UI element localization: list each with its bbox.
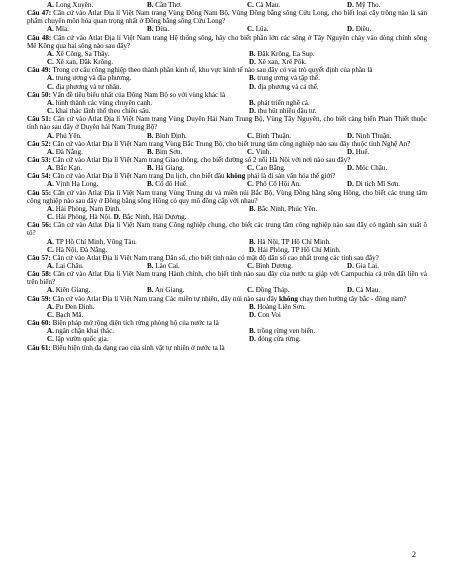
option-text: Hải Phòng, TP Hồ Chí Minh. bbox=[257, 245, 341, 254]
option-letter: B. bbox=[147, 262, 154, 270]
answer-option bbox=[27, 303, 227, 311]
option-text: Hà Nội, Đà Nẵng. bbox=[55, 245, 108, 254]
option-letter: C. bbox=[247, 180, 254, 189]
question-stem bbox=[27, 115, 427, 131]
option-letter: A. bbox=[47, 237, 54, 246]
question-text: Căn cứ vào Atlat Địa lí Việt Nam trang Hành chính, cho biết tỉnh nào sau đây của nước ta giáp với Campuchia cả trên đất liền và trên biển? bbox=[27, 270, 427, 287]
option-text: Đăk Krông, Ea Sup. bbox=[257, 49, 315, 58]
question-stem bbox=[27, 172, 427, 180]
option-letter: C. bbox=[247, 262, 254, 270]
option-text: phát triển nghề cá. bbox=[257, 98, 310, 107]
option-text: Bình Thuận. bbox=[255, 131, 292, 140]
option-letter: D. bbox=[347, 25, 354, 34]
answer-option bbox=[227, 74, 427, 82]
option-letter: A. bbox=[47, 302, 54, 311]
option-letter: D. bbox=[249, 58, 256, 67]
answer-option bbox=[27, 99, 227, 107]
answer-option bbox=[227, 83, 427, 91]
option-text: Phú Yên. bbox=[55, 131, 82, 140]
option-letter: C. bbox=[247, 147, 254, 156]
option-letter: D. bbox=[249, 245, 256, 254]
option-text: Kiên Giang. bbox=[55, 286, 91, 295]
option-letter: B. bbox=[249, 237, 256, 246]
answer-option bbox=[227, 25, 327, 33]
question-block bbox=[27, 295, 427, 319]
answer-option bbox=[227, 58, 427, 66]
option-letter: A. bbox=[47, 164, 54, 173]
option-letter: B. bbox=[147, 180, 154, 189]
option-text: Bắc Ninh, Phúc Yên. bbox=[257, 204, 318, 213]
answer-option bbox=[27, 58, 227, 66]
question-block bbox=[27, 115, 427, 139]
question-text: Căn cứ vào Atlat Địa lí Việt Nam trang Vùng Trung du và miền núi Bắc Bộ, Vùng Đồng bằng sông Hồng, cho biết các trung tâm công nghiệp nào sau đây ở Đồng bằng sông Hồng có quy mô đồng cấp với nhau? bbox=[27, 188, 427, 205]
option-text: Móc Châu. bbox=[355, 164, 388, 173]
option-text: Lai Châu. bbox=[55, 262, 84, 270]
option-letter: A. bbox=[47, 131, 54, 140]
option-text: địa phương và cá thể. bbox=[257, 82, 319, 91]
option-text: Gia Lai. bbox=[355, 262, 379, 270]
answer-option bbox=[27, 74, 227, 82]
answer-option bbox=[327, 132, 427, 140]
question-list bbox=[27, 1, 427, 352]
answer-options bbox=[27, 1, 427, 9]
answer-options bbox=[27, 50, 427, 66]
option-letter: C. bbox=[247, 25, 254, 34]
option-text: Cần Thơ. bbox=[155, 1, 182, 9]
option-letter: A. bbox=[47, 180, 54, 189]
option-text: địa phương và tư nhân. bbox=[55, 82, 122, 91]
question-text: Vấn đề tiêu biểu nhất của Đông Nam Bộ so với vùng khác là bbox=[52, 90, 226, 99]
option-text: Mỹ Tho. bbox=[355, 1, 381, 9]
answer-options bbox=[27, 74, 427, 90]
question-block bbox=[27, 221, 427, 254]
option-letter: C. bbox=[47, 245, 54, 254]
option-text: Pu Đen Đinh. bbox=[55, 302, 95, 311]
answer-option bbox=[227, 205, 427, 213]
option-text: Lúa. bbox=[255, 25, 269, 34]
option-text: Dừa. bbox=[155, 25, 170, 34]
option-letter: D. bbox=[347, 147, 354, 156]
answer-option bbox=[27, 262, 127, 270]
option-letter: B. bbox=[147, 25, 154, 34]
answer-option bbox=[227, 335, 427, 343]
question-number: Câu 56: bbox=[27, 221, 52, 230]
option-text: Phố Cổ Hội An. bbox=[255, 180, 302, 189]
answer-option bbox=[127, 164, 227, 172]
question-block bbox=[27, 156, 427, 172]
option-text: Đồng Tháp. bbox=[255, 286, 290, 295]
question-number: Câu 57: bbox=[27, 253, 51, 262]
option-text: Bạch Mã. bbox=[55, 310, 84, 319]
option-letter: B. bbox=[249, 98, 256, 107]
question-stem bbox=[27, 270, 427, 286]
option-letter: D. bbox=[347, 180, 354, 189]
question-text-continued: chạy theo hướng tây bắc - đông nam? bbox=[299, 294, 407, 303]
answer-option bbox=[27, 132, 127, 140]
option-letter: D. bbox=[347, 286, 354, 295]
option-letter: D. bbox=[347, 1, 354, 9]
question-block bbox=[27, 9, 427, 33]
answer-options bbox=[27, 262, 427, 270]
question-stem bbox=[27, 254, 427, 262]
option-letter: A. bbox=[47, 1, 54, 9]
answer-option bbox=[327, 148, 427, 156]
option-letter: D. bbox=[347, 164, 354, 173]
answer-option bbox=[227, 262, 327, 270]
answer-option bbox=[227, 180, 327, 188]
option-text: khai thác lãnh thổ theo chiều sâu. bbox=[55, 107, 151, 116]
question-number: Câu 58: bbox=[27, 270, 52, 279]
option-text: Vinh. bbox=[255, 147, 272, 156]
answer-option bbox=[227, 164, 327, 172]
option-text: Ninh Thuận. bbox=[355, 131, 392, 140]
question-text-continued: phải là di sản văn hóa thế giới? bbox=[247, 172, 336, 181]
question-stem bbox=[27, 344, 427, 352]
option-letter: C. bbox=[47, 310, 54, 319]
answer-option bbox=[227, 1, 327, 9]
answer-option bbox=[27, 246, 227, 254]
answer-option bbox=[27, 180, 127, 188]
answer-option bbox=[27, 238, 227, 246]
question-block bbox=[27, 270, 427, 294]
answer-option bbox=[227, 286, 327, 294]
option-text: Vịnh Hạ Long. bbox=[55, 180, 99, 189]
option-text: thu hút nhiều đầu tư. bbox=[257, 107, 317, 116]
question-text: Trong cơ cấu công nghiệp theo thành phần kinh tế, khu vực kinh tế nào sau đây có vai trò quyết định của phần là bbox=[52, 66, 373, 75]
answer-option bbox=[27, 83, 227, 91]
question-block bbox=[27, 254, 427, 270]
option-letter: C. bbox=[247, 131, 254, 140]
option-text: Bình Định. bbox=[155, 131, 187, 140]
answer-option bbox=[327, 1, 427, 9]
option-letter: A. bbox=[47, 204, 54, 213]
option-letter: B. bbox=[249, 49, 256, 58]
question-number: Câu 55: bbox=[27, 188, 52, 197]
answer-option bbox=[227, 246, 427, 254]
question-block bbox=[27, 344, 427, 352]
emphasis-word: không bbox=[279, 294, 298, 303]
answer-option bbox=[227, 148, 327, 156]
answer-option bbox=[127, 1, 227, 9]
question-text: Căn cứ vào Atlat Địa lí Việt Nam trang Công nghiệp chung, cho biết các trung tâm công nghiệp nào sau đây có ngành sản xuất ô tô? bbox=[27, 221, 427, 238]
answer-option bbox=[327, 286, 427, 294]
question-text: Căn cứ vào Atlat Địa lí Việt Nam trang Du lịch, cho biết đâu bbox=[52, 172, 225, 181]
option-letter: A. bbox=[47, 262, 54, 270]
answer-options bbox=[27, 238, 427, 254]
question-stem bbox=[27, 140, 427, 148]
answer-options bbox=[27, 286, 427, 294]
emphasis-word: không bbox=[226, 172, 246, 181]
option-text: đóng cửa rừng. bbox=[257, 335, 301, 344]
question-block bbox=[27, 34, 427, 67]
option-letter: D. bbox=[347, 131, 354, 140]
question-text: Biện pháp mở rộng diện tích rừng phòng hộ của nước ta là bbox=[52, 319, 219, 328]
option-letter: C. bbox=[47, 335, 54, 344]
option-text: Xê xan, Đăk Krông. bbox=[55, 58, 114, 67]
question-number: Câu 54: bbox=[27, 172, 51, 181]
question-stem bbox=[27, 66, 427, 74]
option-text: Huế. bbox=[355, 147, 370, 156]
option-text: Cao Bằng. bbox=[255, 164, 286, 173]
option-text: ngăn chặn khai thác. bbox=[55, 327, 114, 336]
option-text: Hải Phòng, Nam Định. bbox=[55, 204, 121, 213]
option-text: Cố đô Huế. bbox=[155, 180, 188, 189]
answer-option bbox=[227, 303, 427, 311]
option-letter: A. bbox=[47, 327, 54, 336]
question-text: Căn cứ vào Atlat Địa lí Việt Nam trang Giao thông, cho biết đường số 2 nối Hà Nội với nơi nào sau đây? bbox=[52, 155, 351, 164]
answer-option bbox=[227, 311, 427, 319]
question-block bbox=[27, 140, 427, 156]
option-text: trồng rừng ven biển. bbox=[257, 327, 316, 336]
answer-option bbox=[27, 311, 227, 319]
answer-option bbox=[27, 148, 127, 156]
option-text: Bắc Ninh, Hải Dương. bbox=[122, 213, 187, 222]
answer-option bbox=[27, 213, 427, 221]
answer-option bbox=[127, 132, 227, 140]
option-letter: C. bbox=[247, 286, 254, 295]
answer-option bbox=[227, 327, 427, 335]
answer-option bbox=[327, 262, 427, 270]
question-number: Câu 60: bbox=[27, 319, 51, 328]
option-text: Di tích Mĩ Sơn. bbox=[355, 180, 401, 189]
option-letter: B. bbox=[249, 327, 256, 336]
answer-option bbox=[127, 25, 227, 33]
option-text: hình thành các vùng chuyên canh. bbox=[55, 98, 153, 107]
option-text: Xê xan, Xrê Pôk. bbox=[257, 58, 307, 67]
option-text: Long Xuyên. bbox=[55, 1, 94, 9]
option-text: trung ương và địa phương. bbox=[55, 74, 132, 83]
answer-options bbox=[27, 327, 427, 343]
option-letter: A. bbox=[47, 147, 54, 156]
option-letter: B. bbox=[249, 204, 256, 213]
option-letter: C. bbox=[247, 164, 254, 173]
answer-option bbox=[127, 286, 227, 294]
answer-option bbox=[227, 50, 427, 58]
answer-options bbox=[27, 164, 427, 172]
option-letter: D. bbox=[249, 335, 256, 344]
answer-option bbox=[27, 107, 227, 115]
option-text: trung ương và tập thể. bbox=[257, 74, 320, 83]
question-number: Câu 48: bbox=[27, 33, 52, 42]
question-stem bbox=[27, 189, 427, 205]
question-number: Câu 47: bbox=[27, 9, 52, 18]
option-letter: C. bbox=[247, 1, 254, 9]
question-stem bbox=[27, 295, 427, 303]
answer-option bbox=[27, 327, 227, 335]
option-text: Hà Nội, TP Hồ Chí Minh. bbox=[257, 237, 331, 246]
option-text: Lào Cai. bbox=[155, 262, 180, 270]
question-text: Căn cứ vào Atlat Địa lí Việt Nam trang Hệ thống sông, hãy cho biết phần lớn các sông ở Tây Nguyên chảy vào dòng chính sông Mê Kông qua hai sông nào sau đây? bbox=[27, 33, 427, 50]
question-text: Căn cứ vào Atlat Địa lí Việt Nam trang Vùng Bắc Trung Bộ, cho biết trung tâm công nghiệp nào sau đây thuộc tỉnh Nghệ An? bbox=[52, 139, 411, 148]
option-letter: D. bbox=[249, 82, 256, 91]
question-text: Căn cứ vào Atlat Địa lí Việt Nam trang Dân số, cho biết tỉnh nào có mật độ dân số cao nhất trong các tỉnh sau đây? bbox=[52, 253, 379, 262]
answer-option bbox=[27, 50, 227, 58]
option-letter: C. bbox=[47, 107, 54, 116]
answer-option bbox=[27, 25, 127, 33]
answer-option bbox=[27, 335, 227, 343]
page-number: 2 bbox=[412, 550, 416, 559]
answer-option bbox=[327, 25, 427, 33]
option-text: Bình Dương. bbox=[255, 262, 293, 270]
question-text: Căn cứ vào Atlat Địa lí Việt Nam trang Vùng Duyên Hải Nam Trung Bộ, Vùng Tây Nguyên, cho biết càng biển Phan Thiết thuộc tỉnh nào sau đây ở Duyên hải Nam Trung Bộ? bbox=[27, 115, 427, 132]
question-block bbox=[27, 91, 427, 115]
answer-option bbox=[127, 180, 227, 188]
option-text: Hải Phòng, Hà Nội. bbox=[55, 213, 112, 222]
option-text: Điều. bbox=[355, 25, 372, 34]
option-text: Đà Nẵng. bbox=[55, 147, 83, 156]
option-letter: C. bbox=[47, 82, 54, 91]
option-letter: D. bbox=[249, 310, 256, 319]
option-letter: A. bbox=[47, 74, 54, 83]
option-text: lập vườn quốc gia. bbox=[55, 335, 109, 344]
answer-options bbox=[27, 148, 427, 156]
answer-option bbox=[27, 164, 127, 172]
question-stem bbox=[27, 156, 427, 164]
question-stem bbox=[27, 91, 427, 99]
answer-options bbox=[27, 25, 427, 33]
answer-option bbox=[227, 132, 327, 140]
question-block bbox=[27, 172, 427, 188]
question-text: Căn cứ vào Atlat Địa lí Việt Nam trang Vùng Đông Nam Bộ, Vùng Đồng bằng sông Cửu Long, cho biết loại cây trồng nào là sản phẩm chuyên môn hóa quan trọng nhất ở Đồng bằng sông Cửu Long? bbox=[27, 9, 427, 26]
answer-options bbox=[27, 213, 427, 221]
question-text: Biểu hiện tính đa dạng cao của sinh vật tự nhiên ở nước ta là bbox=[52, 343, 225, 352]
option-text: Hoàng Liên Sơn. bbox=[257, 302, 306, 311]
option-letter: B. bbox=[147, 1, 154, 9]
answer-options bbox=[27, 99, 427, 115]
question-number: Câu 49: bbox=[27, 66, 51, 75]
answer-options bbox=[27, 180, 427, 188]
question-number: Câu 61: bbox=[27, 343, 51, 352]
option-letter: B. bbox=[147, 164, 154, 173]
question-number: Câu 50: bbox=[27, 90, 51, 99]
option-letter: B. bbox=[147, 286, 154, 295]
option-text: Xê Công, Sa Thầy. bbox=[55, 49, 110, 58]
question-stem bbox=[27, 319, 427, 327]
option-text: Hà Giang. bbox=[155, 164, 185, 173]
option-letter: B. bbox=[249, 74, 256, 83]
option-text: Con Voi bbox=[257, 310, 281, 319]
question-stem bbox=[27, 9, 427, 25]
option-text: Bắc Kạn. bbox=[55, 164, 83, 173]
question-number: Câu 52: bbox=[27, 139, 51, 148]
option-letter: B. bbox=[249, 302, 256, 311]
answer-options bbox=[27, 205, 427, 213]
question-block bbox=[27, 189, 427, 222]
option-text: Bỉm Sơn. bbox=[155, 147, 183, 156]
answer-option bbox=[227, 99, 427, 107]
option-letter: B. bbox=[147, 131, 154, 140]
answer-option bbox=[27, 286, 127, 294]
question-text: Căn cứ vào Atlat Địa lí Việt Nam trang Các miền tự nhiên, dãy núi nào sau đây bbox=[52, 294, 278, 303]
option-letter: C. bbox=[47, 58, 54, 67]
answer-option bbox=[227, 107, 427, 115]
option-letter: A. bbox=[47, 25, 54, 34]
option-text: Cà Mau. bbox=[255, 1, 281, 9]
question-number: Câu 51: bbox=[27, 115, 52, 124]
answer-option bbox=[27, 1, 127, 9]
question-stem bbox=[27, 221, 427, 237]
option-letter: D. bbox=[347, 262, 354, 270]
question-stem bbox=[27, 34, 427, 50]
answer-options bbox=[27, 303, 427, 319]
answer-option bbox=[127, 148, 227, 156]
answer-option bbox=[227, 238, 427, 246]
option-letter: C. bbox=[47, 213, 54, 222]
option-text: Cà Mau. bbox=[355, 286, 381, 295]
question-block bbox=[27, 319, 427, 343]
question-number: Câu 59: bbox=[27, 294, 51, 303]
option-letter: B. bbox=[147, 147, 154, 156]
question-block bbox=[27, 66, 427, 90]
option-letter: D. bbox=[249, 107, 256, 116]
option-letter: D. bbox=[113, 213, 121, 222]
question-number: Câu 53: bbox=[27, 155, 51, 164]
option-text: Mía. bbox=[55, 25, 69, 34]
option-letter: A. bbox=[47, 286, 54, 295]
option-letter: A. bbox=[47, 49, 54, 58]
answer-option bbox=[127, 262, 227, 270]
option-text: TP Hồ Chí Minh, Vũng Tàu. bbox=[55, 237, 137, 246]
answer-option bbox=[327, 164, 427, 172]
answer-option bbox=[327, 180, 427, 188]
option-letter: A. bbox=[47, 98, 54, 107]
answer-options bbox=[27, 132, 427, 140]
answer-option bbox=[27, 205, 227, 213]
option-text: An Giang. bbox=[154, 286, 185, 295]
